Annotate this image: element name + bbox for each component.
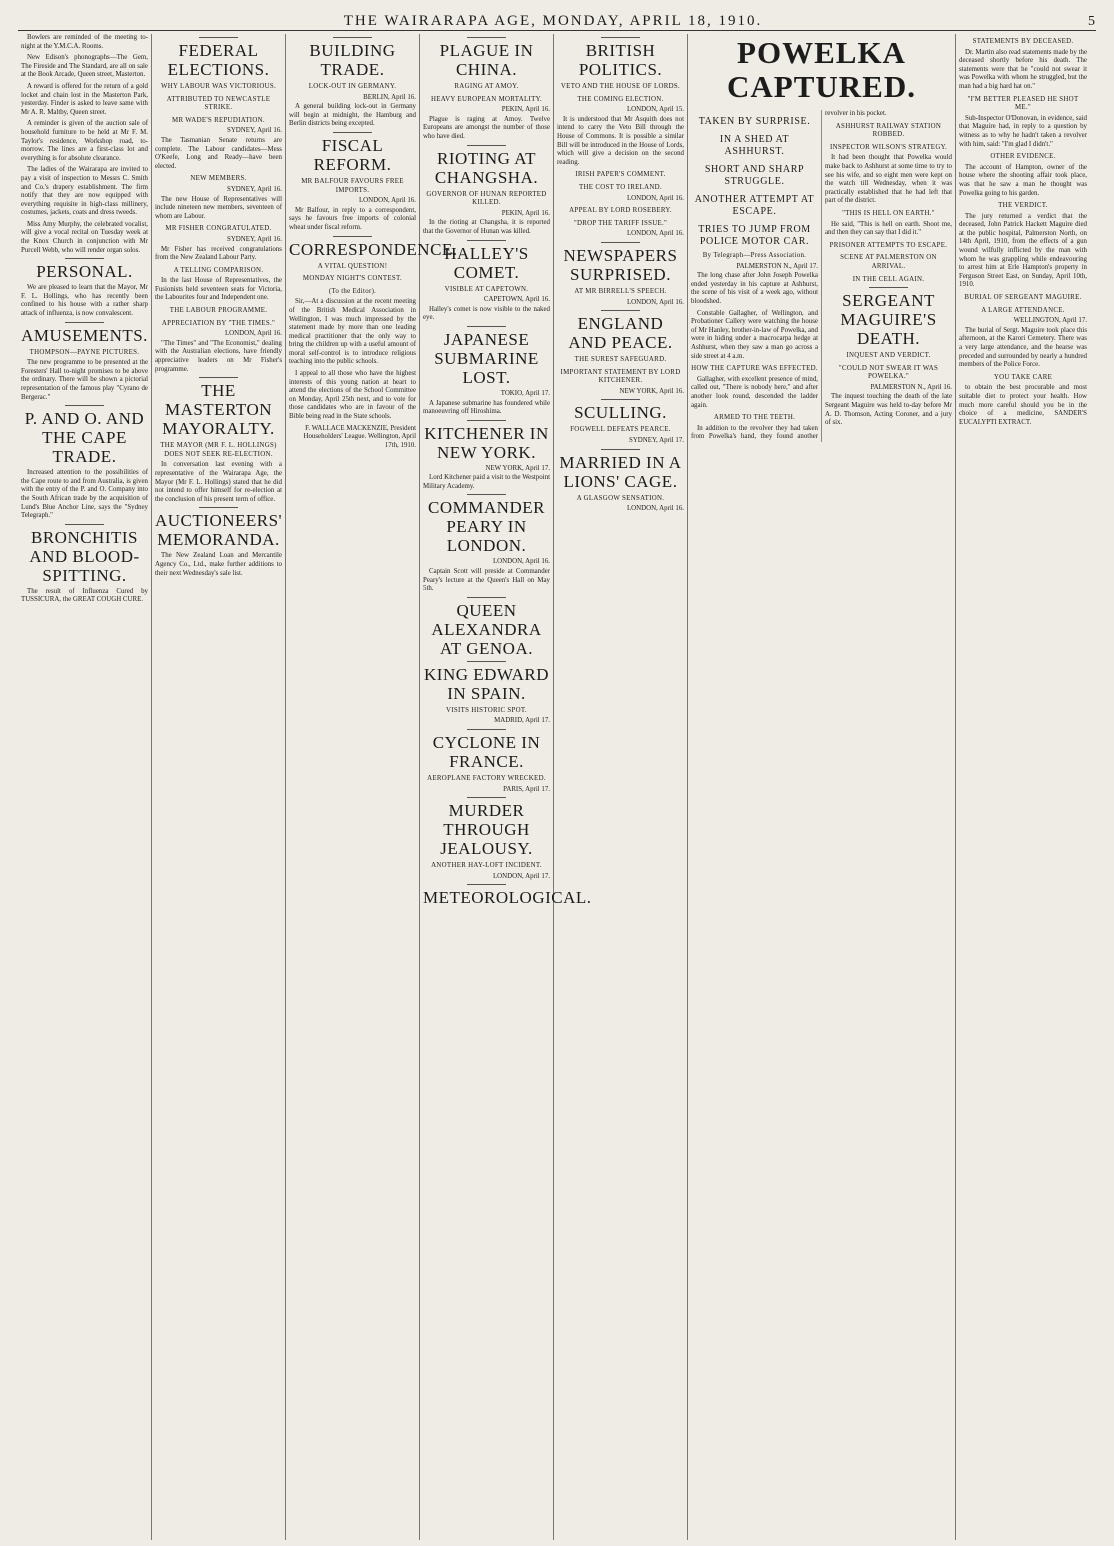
dateline: PALMERSTON N., April 16. — [870, 383, 952, 391]
subheading: BURIAL OF SERGEANT MAGUIRE. — [964, 294, 1082, 302]
article-paragraph: Gallagher, with excellent presence of mind, called out, "There is nobody here," and after another look round, descended the ladder again. — [691, 375, 818, 409]
subheading: VISIBLE AT CAPETOWN. — [444, 285, 529, 293]
article-heading: JAPANESE SUBMARINE LOST. — [434, 329, 539, 387]
subheading: "I'M BETTER PLEASED HE SHOT ME." — [967, 95, 1079, 112]
section-divider — [601, 449, 639, 450]
dateline: NEW YORK, April 17. — [485, 464, 550, 472]
dateline: PEKIN, April 16. — [501, 106, 550, 114]
subheading: ASHHURST RAILWAY STATION ROBBED. — [835, 122, 942, 139]
article-paragraph: New Edison's phonographs—The Gem, The Fireside and The Standard, are all on sale at the Book Arcade, Queen street, Masterton. — [21, 54, 148, 79]
subheading: APPRECIATION BY "THE TIMES." — [161, 319, 276, 327]
section-divider — [467, 797, 505, 798]
subheading: LOCK-OUT IN GERMANY. — [308, 83, 397, 90]
deck-subheading: TAKEN BY SURPRISE. — [698, 116, 811, 127]
dateline: LONDON, April 16. — [626, 194, 684, 202]
section-divider — [467, 145, 505, 146]
article-heading: NEWSPAPERS SURPRISED. — [563, 245, 678, 284]
subheading: MR WADE'S REPUDIATION. — [172, 116, 265, 124]
subheading: YOU TAKE CARE — [993, 373, 1053, 381]
dateline: LONDON, April 17. — [492, 872, 550, 880]
newspaper-masthead-title: THE WAIRARAPA AGE, MONDAY, APRIL 18, 1910. — [343, 13, 763, 29]
section-divider — [65, 258, 103, 259]
article-paragraph: The inquest touching the death of the late Sergeant Maguire was held to-day before Mr A. D. Thomson, Acting Coroner, and a jury of six. — [825, 393, 952, 427]
article-paragraph: In the last House of Representatives, the Fusionists held seventeen seats for Victoria, the Labourites four and Independent one. — [155, 277, 282, 302]
subheading: "DROP THE TARIFF ISSUE." — [573, 219, 668, 227]
subheading: AT MR BIRRELL'S SPEECH. — [574, 287, 667, 295]
section-divider — [467, 597, 505, 598]
deck-subheading: ANOTHER ATTEMPT AT ESCAPE. — [694, 194, 815, 217]
subheading: HEAVY EUROPEAN MORTALITY. — [430, 95, 543, 103]
signature: F. WALLACE MACKENZIE, President Householders' League. Wellington, April 17th, 1910. — [303, 424, 416, 449]
article-paragraph: Dr. Martin also read statements made by the deceased shortly before his death. The statements were that he "could not swear it was Powelka with whom he struggled, but the man had a big hard hat on." — [959, 48, 1087, 90]
subheading: AEROPLANE FACTORY WRECKED. — [427, 775, 546, 783]
article-heading: CORRESPONDENCE. — [289, 239, 458, 259]
subheading: A GLASGOW SENSATION. — [576, 494, 665, 502]
subheading: ARMED TO THE TEETH. — [713, 414, 796, 422]
dateline: NEW YORK, April 16. — [619, 387, 684, 395]
article-paragraph: to obtain the best procurable and most suitable diet to protect your health. How much more careful should you be in the choice of a medicine, SANDER'S EUCALYPTI EXTRACT. — [959, 384, 1087, 426]
deck-subheading: TRIES TO JUMP FROM POLICE MOTOR CAR. — [698, 224, 811, 247]
article-heading: ENGLAND AND PEACE. — [568, 314, 673, 353]
subheading: ATTRIBUTED TO NEWCASTLE STRIKE. — [166, 95, 271, 112]
article-paragraph: A reminder is given of the auction sale of household furniture to be held at Mr F. M. Taylor's residence, Workshop road, to-morrow. The lines are a first-class lot and everything is for absolute clearance. — [21, 120, 148, 162]
subheading: SCENE AT PALMERSTON ON ARRIVAL. — [840, 254, 937, 270]
article-paragraph: The Tasmanian Senate returns are complete. The Labour candidates—Mess O'Keefe, Long and Ready—have been elected. — [155, 136, 282, 170]
article-heading: MURDER THROUGH JEALOUSY. — [440, 801, 533, 859]
column-headline: BUILDING TRADE. — [309, 41, 396, 79]
section-divider — [601, 310, 639, 311]
subheading: "THIS IS HELL ON EARTH." — [842, 209, 935, 217]
article-heading: AMUSEMENTS. — [21, 325, 148, 345]
section-divider — [467, 37, 505, 38]
section-divider — [199, 37, 237, 38]
dateline: TOKIO, April 17. — [500, 389, 550, 397]
article-paragraph: Constable Gallagher, of Wellington, and Probationer Callery were watching the house of Mr Hanley, brother-in-law of Powelka, and were in hiding under a macrocarpa hedge at Ashhurst, when they saw a man go across a side street at 4 a.m. — [691, 309, 818, 360]
newspaper-column-2 — [152, 34, 286, 1540]
column-headline: FEDERAL ELECTIONS. — [167, 41, 270, 79]
article-paragraph: Plague is raging at Amoy. Twelve Europeans are amongst the number of those who have died. — [423, 115, 550, 140]
section-divider — [467, 494, 505, 495]
article-paragraph: The account of Hampton, owner of the house where the shooting affair took place, was that he saw a man he thought was Powelka going to his garden. — [959, 163, 1087, 197]
section-divider — [65, 322, 103, 323]
article-paragraph: In addition to the revolver they had taken from Powelka's hand, they found another revolver in his pocket. — [691, 110, 887, 441]
subheading: FOGWELL DEFEATS PEARCE. — [570, 426, 671, 434]
page-number: 5 — [1088, 14, 1096, 29]
article-heading: P. AND O. AND THE CAPE TRADE. — [24, 409, 145, 467]
subheading: VISITS HISTORIC SPOT. — [446, 706, 527, 714]
section-divider — [467, 884, 505, 885]
article-paragraph: Mr Balfour, in reply to a correspondent, says he favours free imports of colonial wheat under fiscal reform. — [289, 206, 416, 231]
dateline: PARIS, April 17. — [503, 785, 550, 793]
subheading: By Telegraph—Press Association. — [702, 252, 807, 259]
subheading: VETO AND THE HOUSE OF LORDS. — [560, 83, 681, 90]
article-paragraph: The new programme to be presented at the Foresters' Hall to-night promises to be above the ordinary. There will be shown a pictorial representation of the famous play "Cyrano de Bergerac." — [21, 359, 148, 401]
column-headline: PLAGUE IN CHINA. — [439, 41, 534, 79]
section-divider — [333, 236, 371, 237]
subheading: A LARGE ATTENDANCE. — [981, 306, 1065, 314]
subheading: HOW THE CAPTURE WAS EFFECTED. — [691, 365, 818, 373]
subheading: THE COMING ELECTION. — [577, 95, 664, 103]
subheading: PRISONER ATTEMPTS TO ESCAPE. — [829, 241, 948, 249]
article-paragraph: Miss Amy Murphy, the celebrated vocalist, will give a vocal recital on Tuesday week at the Knox Church in conjunction with Mr Purcell Webb, who will render organ solos. — [21, 220, 148, 254]
dateline: LONDON, April 16. — [224, 330, 282, 338]
article-paragraph: "The Times" and "The Economist," dealing with the Australian elections, have friendly appreciative leaders on Mr Fisher's programme. — [155, 339, 282, 373]
subheading: THE COST TO IRELAND. — [579, 183, 662, 191]
column-headline: BRITISH POLITICS. — [578, 41, 663, 79]
dateline: SYDNEY, April 16. — [226, 127, 282, 135]
article-heading: CYCLONE IN FRANCE. — [432, 733, 541, 772]
subheading: A VITAL QUESTION! — [317, 262, 388, 270]
article-paragraph: The burial of Sergt. Maguire took place this afternoon, at the Karori Cemetery. There was a very large attendance, and the hearse was preceded and surrounded by nearly a hundred members of the Police Force. — [959, 326, 1087, 369]
lead-headline: POWELKA CAPTURED. — [727, 35, 916, 104]
article-paragraph: Increased attention to the possibilities of the Cape route to and from Australia, is given with the entry of the P. and O. Company into the South African trade by the acquisition of Lund's Blue Anchor Line, says the "Sydney Telegraph." — [21, 469, 148, 520]
newspaper-column-3 — [286, 34, 458, 1540]
section-divider — [601, 399, 639, 400]
article-paragraph: In conversation last evening with a representative of the Wairarapa Age, the Mayor (Mr F. L. Hollings) stated that he did not intend to offer himself for re-election at the conclusion of his present term of office. — [155, 461, 282, 503]
section-divider — [467, 661, 505, 662]
article-paragraph: Bowlers are reminded of the meeting to-night at the Y.M.C.A. Rooms. — [21, 34, 148, 50]
article-heading: SERGEANT MAGUIRE'S DEATH. — [840, 291, 937, 349]
subheading: WHY LABOUR WAS VICTORIOUS. — [160, 83, 277, 90]
dateline: SYDNEY, April 17. — [628, 437, 684, 445]
article-heading: HALLEY'S COMET. — [444, 243, 529, 282]
section-divider — [869, 287, 907, 288]
article-paragraph: We are pleased to learn that the Mayor, Mr F. L. Hollings, who has recently been confined to his house with a rather sharp attack of influenza, is now convalescent. — [21, 284, 148, 318]
subheading: INSPECTOR WILSON'S STRATEGY. — [829, 143, 948, 151]
article-heading: FISCAL REFORM. — [313, 135, 392, 174]
article-heading: BRONCHITIS AND BLOOD-SPITTING. — [29, 527, 140, 585]
newspaper-column-5 — [554, 34, 688, 1540]
dateline: MADRID, April 17. — [494, 717, 550, 725]
subheading: (To the Editor). — [328, 287, 377, 295]
article-paragraph: A reward is offered for the return of a gold locket and chain lost in the Masterton Park, yesterday. Finder is asked to leave same with Mr A. R. Maltby, Queen street. — [21, 82, 148, 116]
dateline: SYDNEY, April 16. — [226, 185, 282, 193]
subheading: NEW MEMBERS. — [190, 175, 247, 183]
subheading: "COULD NOT SWEAR IT WAS POWELKA." — [838, 364, 939, 381]
subheading: THE VERDICT. — [998, 202, 1048, 210]
section-divider — [65, 405, 103, 406]
article-paragraph: The new House of Representatives will include nineteen new members, seventeen of whom are Labour. — [155, 195, 282, 220]
article-paragraph: A general building lock-out in Germany will begin at midnight, the Hamburg and Berlin districts being excepted. — [289, 103, 416, 128]
article-heading: SCULLING. — [574, 403, 667, 423]
subheading: THE LABOUR PROGRAMME. — [169, 307, 268, 315]
section-divider — [65, 524, 103, 525]
dateline: LONDON, April 16. — [358, 197, 416, 205]
article-paragraph: The long chase after John Joseph Powelka ended yesterday in his capture at Ashhurst, the scene of his visit of a week ago, without bloodshed. — [691, 272, 818, 305]
section-divider — [333, 132, 371, 133]
subheading: IRISH PAPER'S COMMENT. — [575, 171, 666, 179]
dateline: LONDON, April 16. — [626, 298, 684, 306]
article-paragraph: Captain Scott will preside at Commander Peary's lecture at the Queen's Hall on May 5th. — [423, 568, 550, 593]
article-heading: KING EDWARD IN SPAIN. — [424, 664, 549, 703]
section-divider — [467, 729, 505, 730]
article-paragraph: He said, "This is hell on earth. Shoot me, and then they can say that I did it." — [825, 220, 952, 237]
subheading: MONDAY NIGHT'S CONTEST. — [302, 275, 403, 283]
masthead — [18, 4, 1096, 31]
section-divider — [199, 507, 237, 508]
dateline: LONDON, April 16. — [492, 558, 550, 566]
article-paragraph: It had been thought that Powelka would make back to Ashhurst at some time to try to see his wife, and so eight men were kept on the watch till Wednesday, when it was practically established that he had left that part of the district. — [825, 154, 952, 205]
subheading: MR FISHER CONGRATULATED. — [165, 225, 272, 233]
subheading: INQUEST AND VERDICT. — [846, 352, 931, 360]
section-divider — [467, 240, 505, 241]
dateline: BERLIN, April 16. — [363, 93, 416, 101]
article-heading: THE MASTERTON MAYORALTY. — [162, 381, 275, 439]
subheading: MR BALFOUR FAVOURS FREE IMPORTS. — [301, 177, 404, 194]
subheading: THOMPSON—PAYNE PICTURES. — [29, 348, 140, 356]
subheading: GOVERNOR OF HUNAN REPORTED KILLED. — [426, 190, 547, 207]
article-paragraph: In the rioting at Changsha, it is reported that the Governor of Hunan was killed. — [423, 219, 550, 235]
subheading: RAGING AT AMOY. — [454, 83, 519, 90]
section-divider — [199, 377, 237, 378]
newspaper-column-7 — [956, 34, 1090, 1540]
article-paragraph: The New Zealand Loan and Mercantile Agency Co., Ltd., make further additions to their next Wednesday's sale list. — [155, 552, 282, 577]
subheading: IMPORTANT STATEMENT BY LORD KITCHENER. — [560, 368, 681, 385]
dateline: LONDON, April 15. — [626, 106, 684, 114]
section-divider — [467, 326, 505, 327]
subheading: APPEAL BY LORD ROSEBERY. — [569, 207, 672, 215]
dateline: WELLINGTON, April 17. — [1013, 317, 1087, 325]
dateline: LONDON, April 16. — [626, 505, 684, 513]
subheading: THE SUREST SAFEGUARD. — [574, 356, 667, 364]
article-heading: AUCTIONEERS' MEMORANDA. — [155, 511, 283, 550]
article-paragraph: A Japanese submarine has foundered while manoeuvring off Hiroshima. — [423, 399, 550, 416]
newspaper-columns — [18, 34, 1096, 1540]
dateline: PALMERSTON N., April 17. — [736, 262, 818, 270]
subheading: ANOTHER HAY-LOFT INCIDENT. — [431, 862, 542, 870]
deck-subheading: SHORT AND SHARP STRUGGLE. — [704, 164, 805, 187]
article-paragraph: The ladies of the Wairarapa are invited to pay a visit of inspection to Messrs C. Smith and Co.'s drapery establishment. The firm notify that they are now equipped with everything requisite in high-class millinery, costumes, jackets, coats and dress tweeds. — [21, 166, 148, 217]
newspaper-column-4 — [420, 34, 592, 1540]
deck-subheading: IN A SHED AT ASHHURST. — [719, 134, 790, 157]
article-paragraph: The jury returned a verdict that the deceased, John Patrick Hackett Maguire died at the public hospital, Palmerston North, on 14th April, 1910, from the effects of a gun wound wilfully inflicted by the man with whom he was grappling while endeavouring to arrest him at Erle Hampton's property in Ferguson Street East, on Sunday, April 10th, 1910. — [959, 212, 1087, 289]
lead-story-body — [691, 110, 952, 442]
article-paragraph: Halley's comet is now visible to the naked eye. — [423, 305, 550, 322]
subheading: THE MAYOR (MR F. L. HOLLINGS) DOES NOT SEEK RE-ELECTION. — [160, 442, 277, 458]
article-heading: COMMANDER PEARY IN LONDON. — [428, 498, 545, 556]
article-paragraph: Mr Fisher has received congratulations from the New Zealand Labour Party. — [155, 245, 282, 262]
article-paragraph: The result of Influenza Cured by TUSSICURA, the GREAT COUGH CURE. — [21, 587, 148, 604]
subheading: A TELLING COMPARISON. — [173, 266, 264, 274]
subheading: IN THE CELL AGAIN. — [852, 275, 925, 283]
article-heading: PERSONAL. — [36, 262, 133, 282]
dateline: PEKIN, April 16. — [501, 209, 550, 217]
section-divider — [601, 37, 639, 38]
article-paragraph: Sir,—At a discussion at the recent meeting of the British Medical Association in Wellington, I was much impressed by the statement made by more than one leading medical practitioner that the only way to bring the children up with a useful amount of moral self-control is to introduce religious teaching into the public schools. — [289, 298, 416, 366]
dateline: CAPETOWN, April 16. — [483, 296, 550, 304]
section-divider — [333, 37, 371, 38]
article-heading: MARRIED IN A LIONS' CAGE. — [559, 452, 682, 491]
article-heading: QUEEN ALEXANDRA AT GENOA. — [431, 600, 542, 658]
newspaper-column-1 — [18, 34, 152, 1540]
article-heading: METEOROLOGICAL. — [423, 888, 592, 908]
dateline: SYDNEY, April 16. — [226, 235, 282, 243]
newspaper-column-6 — [688, 34, 956, 1540]
dateline: LONDON, April 16. — [626, 230, 684, 238]
article-paragraph: Sub-Inspector O'Donovan, in evidence, said that Maguire had, in reply to a question by witness as to why he hadn't taken a revolver with him, said: "I'm glad I didn't." — [959, 114, 1087, 148]
section-divider — [467, 420, 505, 421]
article-paragraph: It is understood that Mr Asquith does not intend to carry the Veto Bill through the House of Commons. It is possible a similar Bill will be introduced in the House of Lords, which will give a decision on the second reading. — [557, 115, 684, 166]
subheading: STATEMENTS BY DECEASED. — [972, 38, 1074, 45]
subheading: OTHER EVIDENCE. — [990, 153, 1056, 161]
article-heading: RIOTING AT CHANGSHA. — [434, 148, 539, 187]
article-paragraph: I appeal to all those who have the highest interests of this young nation at heart to attend the elections of the School Committee on Monday, April 25th next, and to vote for those candidates who are in favour of the Bible being read in the State schools. — [289, 370, 416, 421]
section-divider — [601, 242, 639, 243]
article-heading: KITCHENER IN NEW YORK. — [424, 423, 549, 462]
article-paragraph: Lord Kitchener paid a visit to the Westpoint Military Academy. — [423, 474, 550, 490]
